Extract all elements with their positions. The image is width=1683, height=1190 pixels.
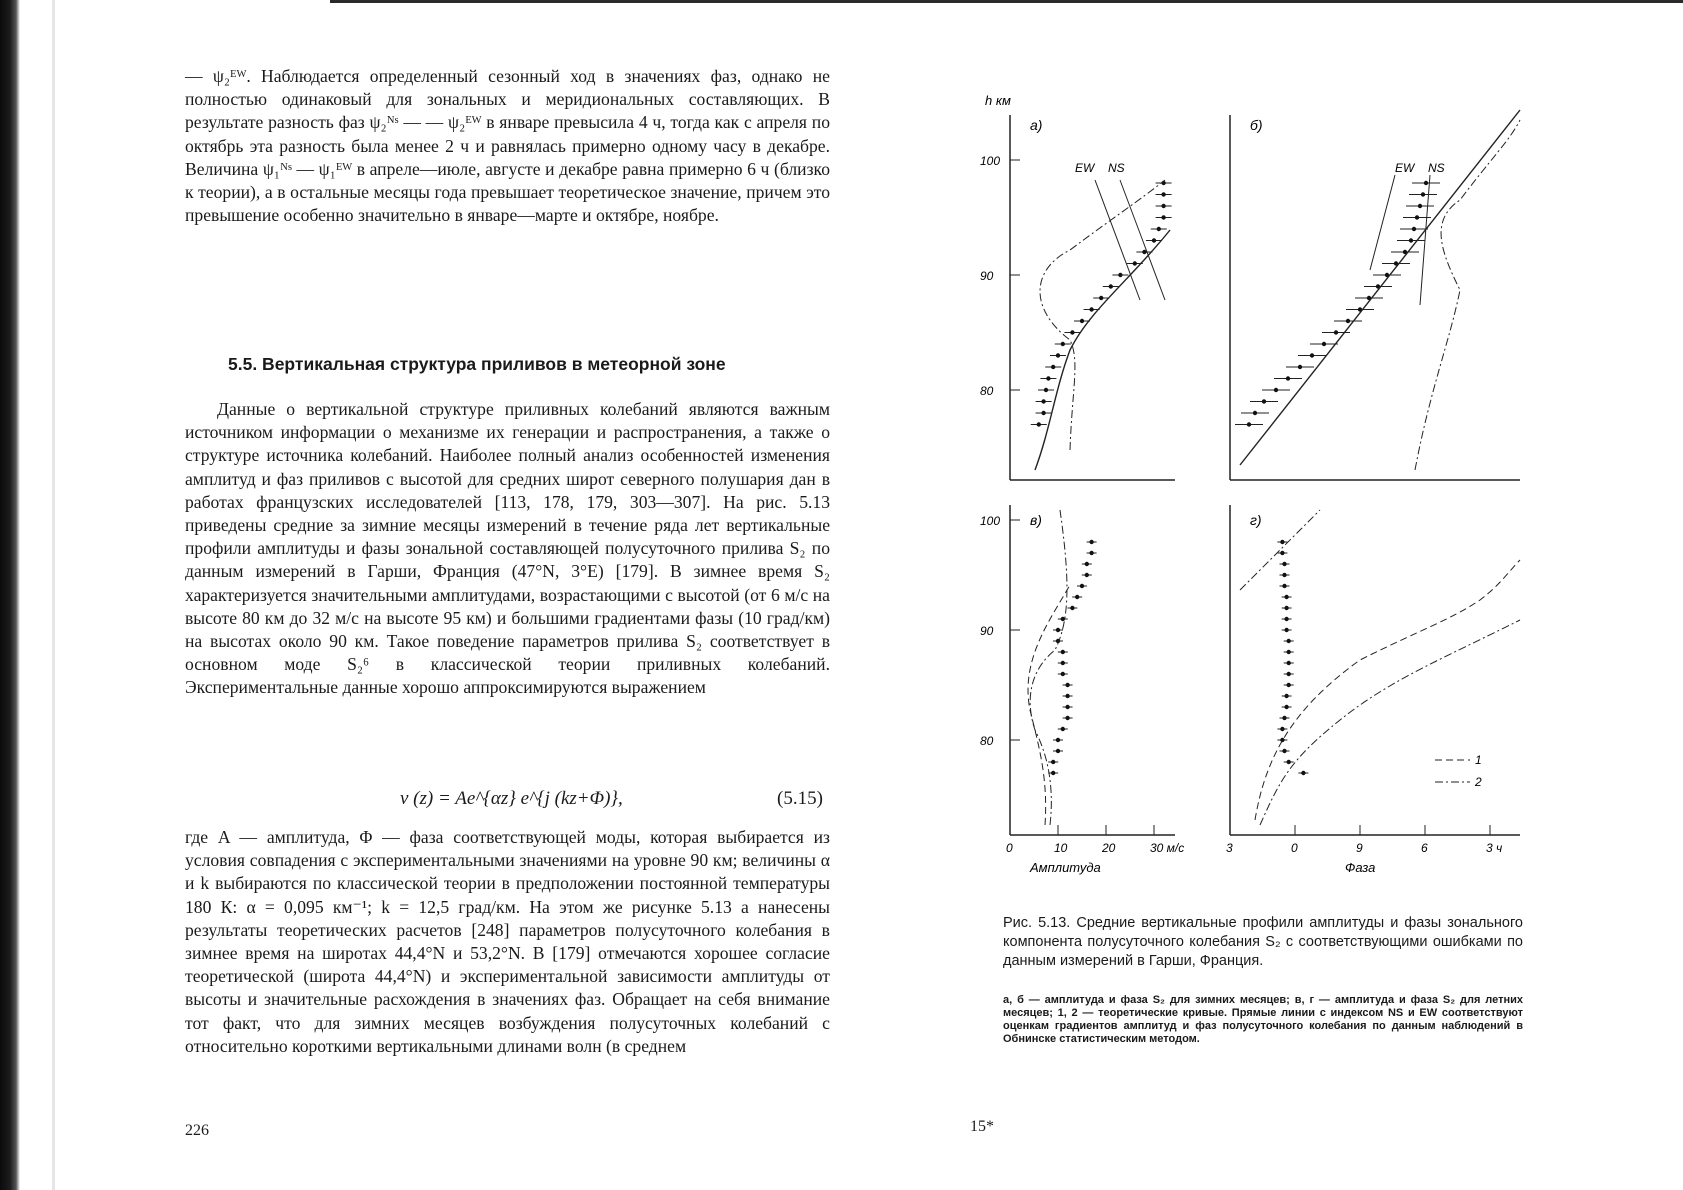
data-point (1061, 650, 1065, 654)
data-point (1286, 376, 1290, 380)
x-tick-label: 6 (1421, 841, 1428, 855)
xlabel-amplitude: Амплитуда (1030, 860, 1101, 875)
data-point (1085, 573, 1089, 577)
data-point (1051, 760, 1055, 764)
data-point (1070, 606, 1074, 610)
data-point (1280, 727, 1284, 731)
data-point (1282, 562, 1286, 566)
x-tick-label: 3 (1226, 841, 1233, 855)
ylabel: h км (985, 93, 1011, 108)
data-point (1287, 760, 1291, 764)
y-tick-label: 100 (980, 154, 1001, 168)
data-point (1080, 584, 1084, 588)
y-ticks-c (980, 514, 1020, 748)
panel-a (980, 93, 1175, 480)
panel-a-label: а) (1030, 117, 1043, 133)
data-point (1037, 422, 1041, 426)
panel-b (1230, 110, 1520, 480)
x-tick-label: 30 м/с (1150, 841, 1185, 855)
data-point (1152, 238, 1156, 242)
y-tick-label: 90 (980, 269, 994, 283)
data-point (1061, 342, 1065, 346)
page-number-left: 226 (185, 1122, 209, 1139)
xlabel-phase: Фаза (1345, 860, 1376, 875)
data-point (1061, 617, 1065, 621)
panel-c-label: в) (1030, 512, 1042, 528)
data-point (1287, 683, 1291, 687)
data-point (1161, 192, 1165, 196)
data-point (1070, 330, 1074, 334)
y-tick-label: 80 (980, 384, 994, 398)
x-tick-label: 0 (1291, 841, 1298, 855)
data-point (1346, 319, 1350, 323)
data-point (1287, 672, 1291, 676)
data-point (1287, 650, 1291, 654)
data-point (1421, 192, 1425, 196)
data-point (1089, 551, 1093, 555)
data-point (1161, 204, 1165, 208)
paragraph-2: Данные о вертикальной структуре приливных колебаний являются важным источником информации о механизме их генерации и распространения, а также о структуре источника колебаний. Наиболее полный анализ особенностей изменения амплитуд и фаз приливов с высотой для средних широт северного полушария дан в работах французских исследователей [113, 178, 179, 303—307]. На рис. 5.13 приведены средние за зимние месяцы измерений в течение ряда лет вертикальные профили амплитуды и фазы зональной составляющей полусуточного прилива S₂ по данным измерений в Гарши, Франция (47°N, 3°E) [179]. В зимнее время S₂ характеризуется значительными амплитудами, возрастающими с высотой (от 6 м/с на высоте 80 км до 32 м/с на высоте 95 км) и большими градиентами фазы (10 град/км) на высотах около 90 км. Такое поведение параметров прилива S₂ соответствует в основном моде S₂⁶ в классической теории приливных колебаний. Экспериментальные данные хорошо аппроксимируются выражением (185, 399, 830, 698)
data-point (1334, 330, 1338, 334)
data-point (1287, 661, 1291, 665)
data-point (1075, 595, 1079, 599)
section-heading: 5.5. Вертикальная структура приливов в метеорной зоне (228, 354, 726, 374)
data-point (1253, 411, 1257, 415)
data-point (1284, 705, 1288, 709)
data-point (1298, 365, 1302, 369)
data-point (1282, 749, 1286, 753)
data-point (1412, 227, 1416, 231)
figure-caption: Рис. 5.13. Средние вертикальные профили амплитуды и фазы зонального компонента полусуточного колебания S₂ с соответствующими ошибками по данным измерений в Гарши, Франция. (1003, 915, 1523, 969)
panel-d-label: г) (1250, 512, 1262, 528)
x-tick-label: 20 (1102, 841, 1116, 855)
x-ticks-c (1006, 825, 1184, 855)
points-d (1277, 540, 1308, 775)
formula-5-15: v (z) = Ae^{αz} e^{j (kz+Φ)}, (400, 788, 623, 809)
data-point (1247, 422, 1251, 426)
y-tick-label: 100 (980, 514, 1001, 528)
data-point (1051, 771, 1055, 775)
data-point (1133, 261, 1137, 265)
data-point (1041, 399, 1045, 403)
data-point (1041, 411, 1045, 415)
label-ew-b: EW (1395, 161, 1415, 175)
data-point (1284, 595, 1288, 599)
data-point (1080, 319, 1084, 323)
label-ns-b: NS (1428, 161, 1445, 175)
data-point (1418, 204, 1422, 208)
points-c (1048, 540, 1096, 775)
paragraph-3: где A — амплитуда, Φ — фаза соответствующей моды, которая выбирается из условия совпадения с экспериментальными значениями на уровне 90 км; величины α и k выбираются по классической теории в предположении постоянной температуры 180 К: α = 0,095 км⁻¹; k = 12,5 град/км. На этом же рисунке 5.13 а нанесены результаты теоретических расчетов [248] параметров полусуточного колебания в зимнее время на широтах 44,4°N и 53,2°N. В [179] отмечаются хорошее согласие теоретической (широта 44,4°N) и экспериментальной зависимости амплитуды от высоты и значительные расхождения в значениях фаз. Обращает на себя внимание тот факт, что для зимних месяцев возбуждения полусуточных колебаний с относительно короткими вертикальными длинами волн (в среднем (185, 827, 830, 1056)
data-point (1056, 353, 1060, 357)
y-ticks-a (980, 154, 1020, 398)
panel-b-label: б) (1250, 117, 1263, 133)
figure-5-13 (960, 60, 1560, 910)
y-tick-label: 90 (980, 624, 994, 638)
data-point (1065, 716, 1069, 720)
formula-number: (5.15) (777, 788, 823, 809)
data-point (1065, 705, 1069, 709)
x-tick-label: 0 (1006, 841, 1013, 855)
data-point (1284, 694, 1288, 698)
data-point (1282, 573, 1286, 577)
data-point (1424, 181, 1428, 185)
data-point (1046, 376, 1050, 380)
data-point (1061, 661, 1065, 665)
y-tick-label: 80 (980, 734, 994, 748)
figure-caption-detail: а, б — амплитуда и фаза S₂ для зимних месяцев; в, г — амплитуда и фаза S₂ для летних месяцев; 1, 2 — теоретические кривые. Прямые линии с индексом NS и EW соответствуют оценкам градиентов амплитуд и фаз полусуточного колебания по данным наблюдений в Обнинске статистическим методом. (1003, 994, 1523, 1045)
data-point (1287, 639, 1291, 643)
x-ticks-d (1226, 825, 1502, 855)
points-b (1235, 181, 1440, 427)
data-point (1280, 540, 1284, 544)
data-point (1118, 273, 1122, 277)
data-point (1056, 628, 1060, 632)
data-point (1061, 727, 1065, 731)
data-point (1282, 716, 1286, 720)
data-point (1089, 307, 1093, 311)
x-tick-label: 9 (1356, 841, 1363, 855)
data-point (1065, 683, 1069, 687)
legend-2: 2 (1475, 775, 1482, 789)
panel-d (1226, 505, 1520, 875)
data-point (1099, 296, 1103, 300)
paragraph-1: — ψ₂ᴱᵂ. Наблюдается определенный сезонный ход в значениях фаз, однако не полностью одинаковый для зональных и меридиональных составляющих. В результате разность фаз ψ₂ᴺˢ — — ψ₂ᴱᵂ в январе превысила 4 ч, тогда как с апреля по октябрь эта разность была менее 2 ч и равнялась примерно одному часу в декабре. Величина ψ₁ᴺˢ — ψ₁ᴱᵂ в апреле—июле, августе и декабре равна примерно 6 ч (близко к теории), а в остальные месяцы года превышает теоретическое значение, причем это превышение особенно значительно в январе—марте и октябре, ноябре. (185, 66, 830, 226)
points-a (1031, 181, 1172, 427)
data-point (1409, 238, 1413, 242)
data-point (1089, 540, 1093, 544)
data-point (1044, 388, 1048, 392)
data-point (1109, 284, 1113, 288)
data-point (1284, 606, 1288, 610)
label-ew-a: EW (1075, 161, 1095, 175)
data-point (1274, 388, 1278, 392)
data-point (1061, 672, 1065, 676)
legend-1: 1 (1475, 753, 1482, 767)
data-point (1415, 215, 1419, 219)
gutter-line (52, 0, 55, 1190)
data-point (1262, 399, 1266, 403)
data-point (1056, 749, 1060, 753)
panel-c (980, 505, 1184, 875)
data-point (1056, 738, 1060, 742)
x-tick-label: 10 (1054, 841, 1068, 855)
page-number-right: 15* (970, 1118, 994, 1135)
data-point (1322, 342, 1326, 346)
data-point (1280, 551, 1284, 555)
data-point (1301, 771, 1305, 775)
data-point (1065, 694, 1069, 698)
data-point (1284, 617, 1288, 621)
data-point (1051, 365, 1055, 369)
data-point (1161, 215, 1165, 219)
data-point (1085, 562, 1089, 566)
x-tick-label: 3 ч (1486, 841, 1503, 855)
data-point (1310, 353, 1314, 357)
book-gutter-shadow (0, 0, 20, 1190)
top-edge-line (330, 0, 1683, 3)
label-ns-a: NS (1108, 161, 1125, 175)
data-point (1157, 227, 1161, 231)
data-point (1282, 584, 1286, 588)
data-point (1284, 628, 1288, 632)
